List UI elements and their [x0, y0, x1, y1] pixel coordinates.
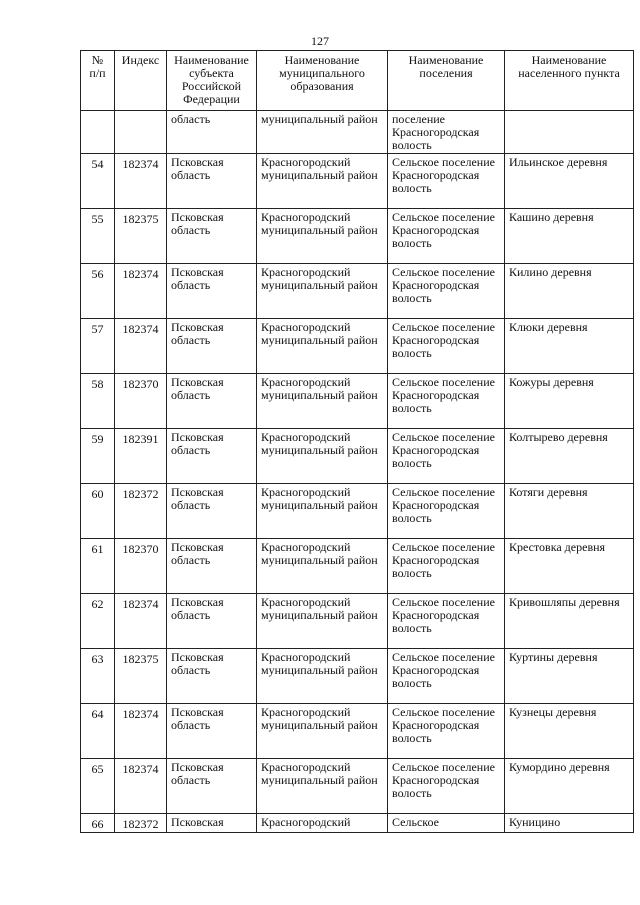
cell-index: [115, 111, 167, 154]
table-row: [81, 594, 634, 649]
cell-subject: Псковская область: [167, 264, 257, 319]
cell-subject: Псковская область: [167, 374, 257, 429]
table-header-row: [81, 51, 634, 111]
cell-settlement: Сельское поселение Красногородская волость: [388, 594, 505, 649]
table-row: [81, 264, 634, 319]
cell-municipality: Красногородский муниципальный район: [257, 704, 388, 759]
cell-index: 182375: [115, 209, 167, 264]
cell-number: [81, 111, 115, 154]
cell-number: 54: [81, 154, 115, 209]
cell-index: 182374: [115, 704, 167, 759]
cell-settlement: Сельское поселение Красногородская волость: [388, 154, 505, 209]
cell-locality: Клюки деревня: [505, 319, 634, 374]
cell-number: 57: [81, 319, 115, 374]
cell-number: 61: [81, 539, 115, 594]
table-row: [81, 209, 634, 264]
cell-locality: Кожуры деревня: [505, 374, 634, 429]
header-index: Индекс: [115, 51, 167, 111]
table-row: [81, 374, 634, 429]
cell-settlement: Сельское: [388, 814, 505, 833]
cell-locality: Колтырево деревня: [505, 429, 634, 484]
cell-subject: Псковская область: [167, 539, 257, 594]
cell-settlement: Сельское поселение Красногородская волость: [388, 484, 505, 539]
cell-number: 55: [81, 209, 115, 264]
cell-index: 182374: [115, 319, 167, 374]
header-locality: Наименование населенного пункта: [505, 51, 634, 111]
cell-index: 182370: [115, 539, 167, 594]
cell-settlement: Сельское поселение Красногородская волость: [388, 319, 505, 374]
page-number: 127: [311, 34, 329, 48]
header-subject: Наименование субъекта Российской Федерации: [167, 51, 257, 111]
cell-locality: Ильинское деревня: [505, 154, 634, 209]
cell-subject: Псковская область: [167, 429, 257, 484]
cell-subject: Псковская: [167, 814, 257, 833]
table-row: [81, 649, 634, 704]
cell-number: 59: [81, 429, 115, 484]
header-number: № п/п: [81, 51, 115, 111]
cell-locality: Крестовка деревня: [505, 539, 634, 594]
cell-index: 182374: [115, 759, 167, 814]
cell-subject: Псковская область: [167, 209, 257, 264]
cell-locality: Кумордино деревня: [505, 759, 634, 814]
cell-number: 66: [81, 814, 115, 833]
cell-subject: Псковская область: [167, 649, 257, 704]
cell-subject: Псковская область: [167, 484, 257, 539]
cell-subject: Псковская область: [167, 319, 257, 374]
header-municipality: Наименование муниципального образования: [257, 51, 388, 111]
cell-locality: Кузнецы деревня: [505, 704, 634, 759]
cell-number: 62: [81, 594, 115, 649]
cell-settlement: Сельское поселение Красногородская волость: [388, 429, 505, 484]
cell-index: 182370: [115, 374, 167, 429]
cell-municipality: Красногородский муниципальный район: [257, 594, 388, 649]
cell-settlement: поселение Красногородская волость: [388, 111, 505, 154]
cell-locality: Куницино: [505, 814, 634, 833]
cell-settlement: Сельское поселение Красногородская волость: [388, 704, 505, 759]
cell-index: 182372: [115, 814, 167, 833]
cell-municipality: Красногородский муниципальный район: [257, 429, 388, 484]
cell-municipality: Красногородский муниципальный район: [257, 759, 388, 814]
cell-municipality: Красногородский муниципальный район: [257, 374, 388, 429]
cell-settlement: Сельское поселение Красногородская волость: [388, 539, 505, 594]
table-row: [81, 484, 634, 539]
cell-locality: Куртины деревня: [505, 649, 634, 704]
cell-number: 64: [81, 704, 115, 759]
cell-index: 182374: [115, 154, 167, 209]
cell-locality: Кашино деревня: [505, 209, 634, 264]
settlements-table: [80, 50, 634, 833]
table-row: [81, 539, 634, 594]
cell-subject: область: [167, 111, 257, 154]
cell-municipality: Красногородский муниципальный район: [257, 264, 388, 319]
cell-municipality: Красногородский муниципальный район: [257, 154, 388, 209]
header-settlement: Наименование поселения: [388, 51, 505, 111]
cell-number: 63: [81, 649, 115, 704]
cell-subject: Псковская область: [167, 594, 257, 649]
cell-subject: Псковская область: [167, 704, 257, 759]
table-row: [81, 154, 634, 209]
cell-municipality: Красногородский муниципальный район: [257, 209, 388, 264]
cell-settlement: Сельское поселение Красногородская волость: [388, 759, 505, 814]
cell-index: 182375: [115, 649, 167, 704]
cell-locality: [505, 111, 634, 154]
continuation-row: [81, 111, 634, 154]
cell-locality: Килино деревня: [505, 264, 634, 319]
cell-municipality: Красногородский: [257, 814, 388, 833]
cell-settlement: Сельское поселение Красногородская волость: [388, 209, 505, 264]
cell-number: 56: [81, 264, 115, 319]
cell-settlement: Сельское поселение Красногородская волость: [388, 374, 505, 429]
table-row: [81, 814, 634, 833]
table-row: [81, 759, 634, 814]
cell-municipality: муниципальный район: [257, 111, 388, 154]
cell-index: 182374: [115, 594, 167, 649]
table-row: [81, 704, 634, 759]
table-row: [81, 429, 634, 484]
cell-subject: Псковская область: [167, 759, 257, 814]
cell-municipality: Красногородский муниципальный район: [257, 319, 388, 374]
cell-number: 58: [81, 374, 115, 429]
cell-settlement: Сельское поселение Красногородская волость: [388, 649, 505, 704]
cell-number: 65: [81, 759, 115, 814]
cell-index: 182391: [115, 429, 167, 484]
cell-municipality: Красногородский муниципальный район: [257, 649, 388, 704]
cell-number: 60: [81, 484, 115, 539]
cell-subject: Псковская область: [167, 154, 257, 209]
cell-locality: Котяги деревня: [505, 484, 634, 539]
table-row: [81, 319, 634, 374]
cell-municipality: Красногородский муниципальный район: [257, 484, 388, 539]
cell-settlement: Сельское поселение Красногородская волость: [388, 264, 505, 319]
cell-index: 182372: [115, 484, 167, 539]
cell-locality: Кривошляпы деревня: [505, 594, 634, 649]
cell-municipality: Красногородский муниципальный район: [257, 539, 388, 594]
cell-index: 182374: [115, 264, 167, 319]
